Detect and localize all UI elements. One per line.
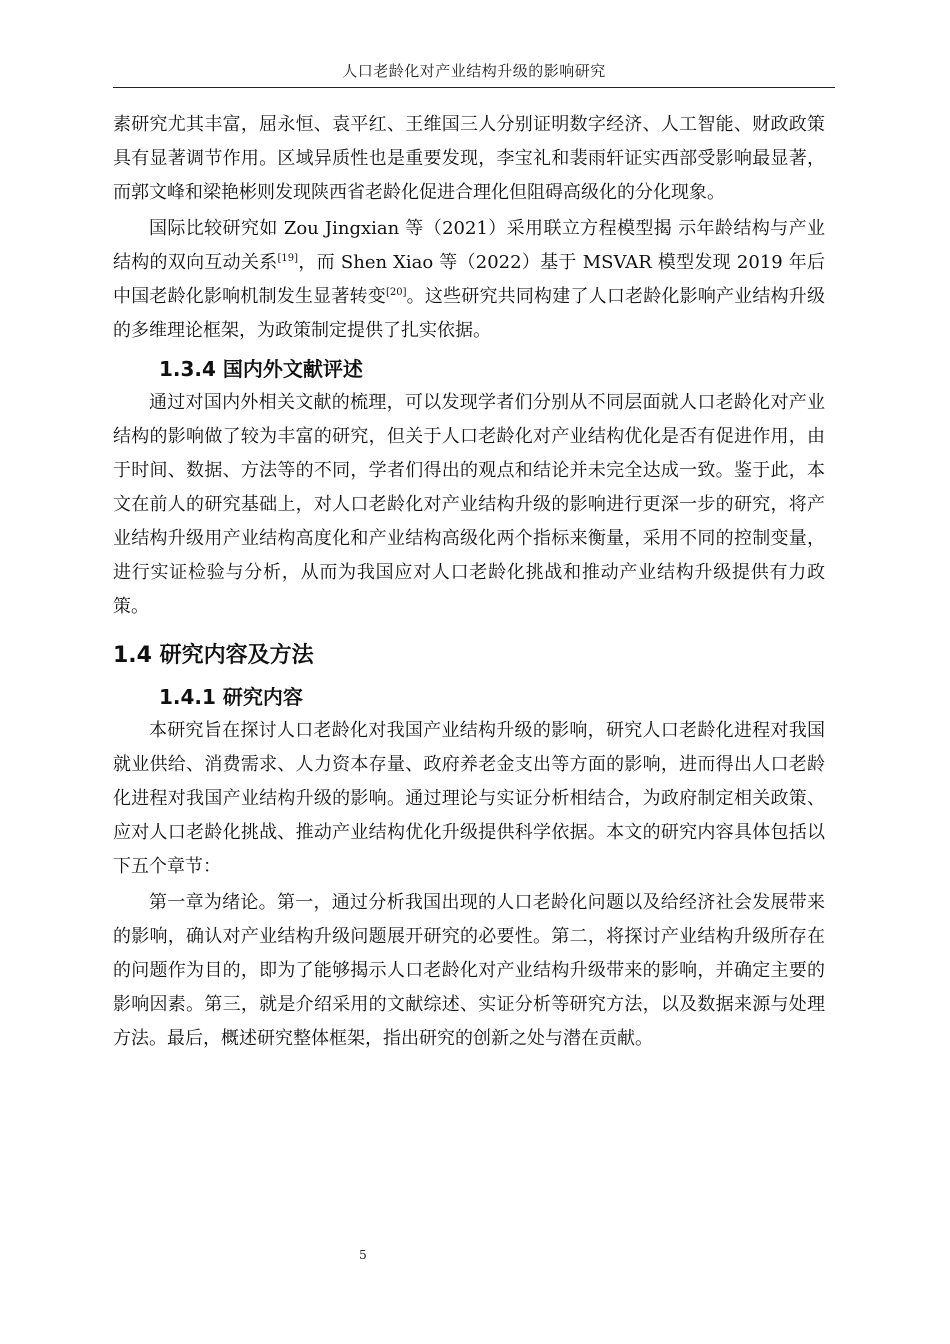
paragraph-international-comparison xyxy=(113,212,825,348)
citation-ref: [19] xyxy=(277,253,299,264)
paragraph-chapter-one: 第一章为绪论。第一，通过分析我国出现的人口老龄化问题以及给经济社会发展带来的影响，确认对产业结构升级问题展开研究的必要性。第二，将探讨产业结构升级所存在的问题作为目的，即为了能够揭示人口老龄化对产业结构升级带来的影响，并确定主要的影响因素。第三，就是介绍采用的文献综述、实证分析等研究方法，以及数据来源与处理方法。最后，概述研究整体框架，指出研究的创新之处与潜在贡献。 xyxy=(113,892,825,1049)
paragraph-text-part: ，而 Shen Xiao 等（2022）基于 MSVAR 模型发现 2019 年后中国老龄化影响机制发生显著转变 xyxy=(113,252,826,307)
paragraph-research-content: 本研究旨在探讨人口老龄化对我国产业结构升级的影响，研究人口老龄化进程对我国就业供给、消费需求、人力资本存量、政府养老金支出等方面的影响，进而得出人口老龄化进程对我国产业结构升级的影响。通过理论与实证分析相结合，为政府制定相关政策、应对人口老龄化挑战、推动产业结构优化升级提供科学依据。本文的研究内容具体包括以下五个章节： xyxy=(113,720,825,877)
subsection-heading-1-3-4: 1.3.4 国内外文献评述 xyxy=(159,357,363,381)
page-body xyxy=(113,108,825,1056)
paragraph-text-part: 国际比较研究如 Zou Jingxian 等（2021）采用联立方程模型揭 示年龄结构与产业结构的双向互动关系 xyxy=(113,218,825,273)
running-header-title: 人口老龄化对产业结构升级的影响研究 xyxy=(342,62,606,80)
paragraph-literature-review: 通过对国内外相关文献的梳理，可以发现学者们分别从不同层面就人口老龄化对产业结构的影响做了较为丰富的研究，但关于人口老龄化对产业结构优化是否有促进作用，由于时间、数据、方法等的不同，学者们得出的观点和结论并未完全达成一致。鉴于此，本文在前人的研究基础上，对人口老龄化对产业结构升级的影响进行更深一步的研究，将产业结构升级用产业结构高度化和产业结构高级化两个指标来衡量，采用不同的控制变量，进行实证检验与分析，从而为我国应对人口老龄化挑战和推动产业结构升级提供有力政策。 xyxy=(113,392,825,617)
section-heading-1-4: 1.4 研究内容及方法 xyxy=(113,643,314,668)
citation-ref: [20] xyxy=(385,287,407,298)
paragraph-regional-heterogeneity: 素研究尤其丰富，屈永恒、袁平红、王维国三人分别证明数字经济、人工智能、财政政策具有显著调节作用。区域异质性也是重要发现，李宝礼和裴雨轩证实西部受影响最显著，而郭文峰和梁艳彬则发现陕西省老龄化促进合理化但阻碍高级化的分化现象。 xyxy=(113,114,825,203)
page-number: 5 xyxy=(359,1248,367,1262)
paragraph-text-part: 。这些研究共同构建了人口老龄化影响产业结构升级的多维理论框架，为政策制定提供了扎实依据。 xyxy=(113,286,826,341)
subsection-heading-1-4-1: 1.4.1 研究内容 xyxy=(159,685,303,709)
header-rule xyxy=(113,87,835,88)
